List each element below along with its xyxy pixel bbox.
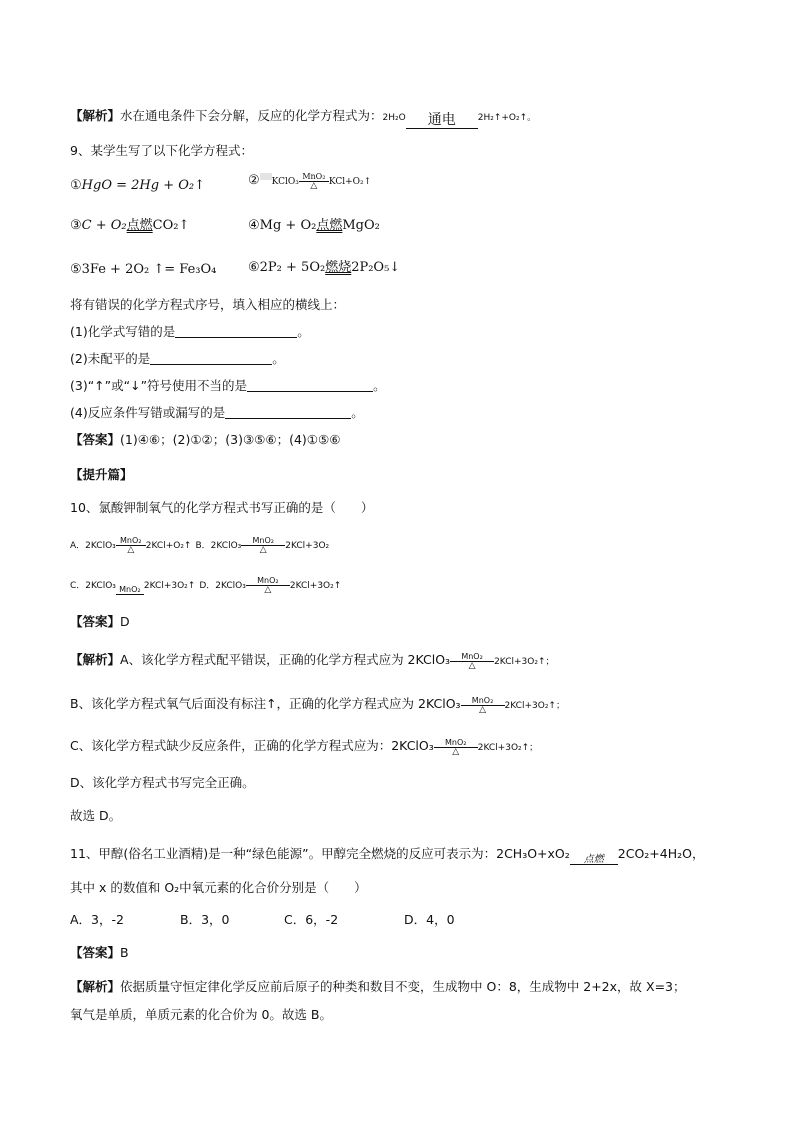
item2-text: (2)未配平的是 bbox=[70, 351, 151, 366]
q11-stem2: 其中 x 的数值和 O₂中氧元素的化合价分别是（ ） bbox=[70, 880, 367, 895]
q8-condition-arrow bbox=[406, 113, 478, 129]
q10-analysis-b bbox=[70, 696, 565, 715]
mno2-label: MnO₂ bbox=[461, 652, 483, 661]
q10-analysis-a bbox=[70, 652, 554, 671]
q10-a-arrow bbox=[450, 652, 494, 671]
answer-label: 【答案】 bbox=[70, 432, 121, 447]
q9-instruction: 将有错误的化学方程式序号，填入相应的横线上： bbox=[70, 297, 346, 312]
q9-eq2 bbox=[248, 172, 371, 191]
q10-opt-c-rhs: 2KCl+3O₂↑ bbox=[143, 581, 196, 591]
delta-label: △ bbox=[259, 545, 267, 555]
q10-opt-c-arrow bbox=[116, 585, 144, 595]
mno2-label: MnO₂ bbox=[257, 576, 279, 585]
q10-analysis-c bbox=[70, 738, 538, 757]
answer-label: 【答案】 bbox=[70, 945, 121, 960]
item4-text: (4)反应条件写错或漏写的是 bbox=[70, 405, 226, 420]
q10-opt-a-arrow bbox=[116, 536, 146, 555]
analysis-label: 【解析】 bbox=[70, 652, 121, 667]
item3-period: 。 bbox=[373, 378, 386, 393]
eq4-condition: 点燃 bbox=[316, 218, 343, 233]
eq2-lhs: KClO₃ bbox=[271, 177, 299, 187]
q10-b-rhs: 2KCl+3O₂↑； bbox=[504, 701, 565, 711]
eq6-condition: 燃烧 bbox=[325, 260, 352, 275]
q11-stem bbox=[70, 846, 704, 865]
q10-analysis-d: D、该化学方程式书写完全正确。 bbox=[70, 775, 255, 790]
q10-opt-d-label: D．2KClO₃ bbox=[199, 581, 246, 591]
eq6-rhs: 2P₂O₅↓ bbox=[351, 260, 401, 275]
mno2-label: MnO₂ bbox=[120, 536, 142, 545]
q11-opt-b[interactable]: B．3，0 bbox=[180, 912, 230, 927]
mno2-label: MnO₂ bbox=[119, 585, 141, 594]
q10-c-text: C、该化学方程式缺少反应条件，正确的化学方程式应为：2KClO₃ bbox=[70, 738, 434, 753]
item1-period: 。 bbox=[297, 324, 310, 339]
eq3-rhs: CO₂↑ bbox=[152, 218, 190, 233]
q8-analysis-text: 水在通电条件下会分解，反应的化学方程式为： bbox=[120, 108, 383, 123]
eq5-text: 3Fe + 2O₂ ↑= Fe₃O₄ bbox=[81, 262, 217, 277]
eq2-top: MnO₂ bbox=[302, 172, 326, 181]
q11-stem-rhs: 2CO₂+4H₂O， bbox=[617, 846, 705, 861]
q9-answer bbox=[70, 432, 340, 448]
item3-blank[interactable] bbox=[247, 378, 373, 392]
q10-opt-d-rhs: 2KCl+3O₂↑ bbox=[289, 581, 342, 591]
q10-options-cd bbox=[70, 576, 341, 595]
q8-condition: 通电 bbox=[427, 112, 456, 128]
delta-label: △ bbox=[468, 661, 476, 671]
item4-blank[interactable] bbox=[225, 405, 351, 419]
q11-condition: 点燃 bbox=[583, 854, 604, 865]
q11-analysis2: 氧气是单质，单质元素的化合价为 0。故选 B。 bbox=[70, 1007, 332, 1022]
eq3-condition: 点燃 bbox=[126, 218, 153, 233]
q9-eq4 bbox=[248, 218, 380, 234]
eq1-text: HgO = 2Hg + O₂↑ bbox=[81, 178, 205, 193]
q10-c-arrow bbox=[434, 738, 478, 757]
q8-rhs: 2H₂↑+O₂↑。 bbox=[477, 113, 537, 123]
delta-label: △ bbox=[127, 545, 135, 555]
q11-analysis1-text: 依据质量守恒定律化学反应前后原子的种类和数目不变，生成物中 O：8，生成物中 2+2x，故 X=3； bbox=[120, 979, 686, 994]
item3-text: (3)“↑”或“↓”符号使用不当的是 bbox=[70, 378, 248, 393]
analysis-label: 【解析】 bbox=[70, 108, 121, 123]
q9-eq5 bbox=[70, 262, 216, 278]
eq6-lhs: 2P₂ + 5O₂ bbox=[259, 260, 326, 275]
q10-b-arrow bbox=[461, 696, 505, 715]
q10-opt-c-label: C．2KClO₃ bbox=[70, 581, 116, 591]
delta-label: △ bbox=[264, 585, 272, 595]
q10-opt-a-rhs: 2KCl+O₂↑ bbox=[145, 541, 192, 551]
eq2-rhs: KCl+O₂↑ bbox=[328, 177, 372, 187]
eq2-bot: △ bbox=[310, 181, 318, 191]
analysis-label: 【解析】 bbox=[70, 979, 121, 994]
q11-answer-text: B bbox=[120, 945, 129, 960]
q8-analysis bbox=[70, 108, 536, 129]
q11-answer bbox=[70, 945, 129, 961]
q9-item3 bbox=[70, 378, 386, 394]
eq4-num: ④ bbox=[248, 218, 260, 233]
item4-period: 。 bbox=[351, 405, 364, 420]
eq4-lhs: Mg + O₂ bbox=[259, 218, 317, 233]
eq5-num: ⑤ bbox=[70, 262, 82, 277]
q11-analysis1 bbox=[70, 979, 686, 995]
item2-blank[interactable] bbox=[150, 351, 272, 365]
delta-label: △ bbox=[479, 705, 486, 715]
q9-stem: 9、某学生写了以下化学方程式： bbox=[70, 143, 253, 158]
item1-blank[interactable] bbox=[175, 324, 297, 338]
q9-eq6 bbox=[248, 260, 400, 276]
q11-opt-d[interactable]: D．4，0 bbox=[404, 912, 455, 927]
q10-opt-b-arrow bbox=[241, 536, 285, 555]
q10-opt-d-arrow bbox=[246, 576, 290, 595]
q10-options-ab bbox=[70, 536, 329, 555]
q10-answer-text: D bbox=[120, 614, 130, 629]
q9-item1 bbox=[70, 324, 310, 340]
item1-text: (1)化学式写错的是 bbox=[70, 324, 176, 339]
q9-item4 bbox=[70, 405, 364, 421]
q10-stem: 10、氯酸钾制氧气的化学方程式书写正确的是（ ） bbox=[70, 500, 374, 515]
eq3-num: ③ bbox=[70, 218, 82, 233]
item2-period: 。 bbox=[272, 351, 285, 366]
q8-lhs: 2H₂O bbox=[382, 113, 406, 123]
mno2-label: MnO₂ bbox=[445, 738, 467, 747]
eq2-num: ② bbox=[248, 173, 260, 188]
q11-opt-c[interactable]: C．6，-2 bbox=[284, 912, 339, 927]
q9-answer-text: (1)④⑥；(2)①②；(3)③⑤⑥；(4)①⑤⑥ bbox=[120, 432, 341, 447]
delta-label: △ bbox=[452, 747, 460, 757]
eq1-num: ① bbox=[70, 178, 82, 193]
q11-opt-a[interactable]: A．3，-2 bbox=[70, 912, 124, 927]
q10-opt-a-label: A．2KClO₃ bbox=[70, 541, 116, 551]
q10-opt-b-rhs: 2KCl+3O₂ bbox=[285, 541, 330, 551]
q11-options bbox=[70, 912, 455, 928]
q10-answer bbox=[70, 614, 130, 630]
q11-stem-text: 11、甲醇(俗名工业酒精)是一种“绿色能源”。甲醇完全燃烧的反应可表示为：2CH₃O+xO₂ bbox=[70, 846, 570, 861]
eq2-condition-arrow bbox=[299, 172, 329, 191]
q11-condition-arrow bbox=[570, 855, 618, 865]
q9-eq3 bbox=[70, 218, 189, 234]
q10-conclusion: 故选 D。 bbox=[70, 808, 122, 823]
eq3-lhs: C + O₂ bbox=[81, 218, 127, 233]
mno2-label: MnO₂ bbox=[471, 696, 494, 705]
eq6-num: ⑥ bbox=[248, 260, 260, 275]
q9-item2 bbox=[70, 351, 285, 367]
mno2-label: MnO₂ bbox=[252, 536, 274, 545]
advanced-title: 【提升篇】 bbox=[70, 467, 133, 482]
shaded-mark bbox=[260, 173, 272, 180]
q10-b-text: B、该化学方程式氧气后面没有标注↑，正确的化学方程式应为 2KClO₃ bbox=[70, 696, 461, 711]
answer-label: 【答案】 bbox=[70, 614, 121, 629]
q10-a-text: A、该化学方程式配平错误，正确的化学方程式应为 2KClO₃ bbox=[120, 652, 451, 667]
eq4-rhs: MgO₂ bbox=[342, 218, 380, 233]
q10-a-rhs: 2KCl+3O₂↑； bbox=[494, 657, 555, 667]
q10-c-rhs: 2KCl+3O₂↑； bbox=[477, 743, 539, 753]
q9-eq1 bbox=[70, 178, 205, 194]
q10-opt-b-label: B．2KClO₃ bbox=[195, 541, 242, 551]
